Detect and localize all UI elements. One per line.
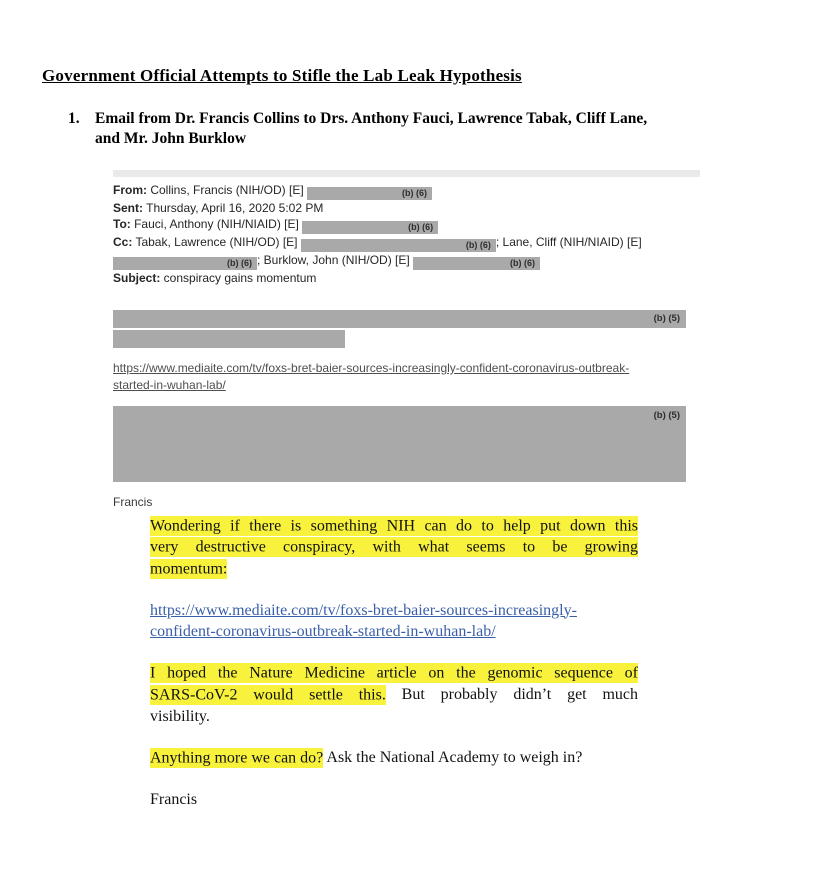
- redaction-bar-b6: (b) (6): [302, 221, 438, 234]
- email-field-value: conspiracy gains momentum: [160, 271, 317, 285]
- text-line: [150, 789, 638, 811]
- text-line: [150, 515, 638, 537]
- text-line: [150, 663, 638, 685]
- text-line: [150, 537, 638, 559]
- highlighted-text: SARS-CoV-2 would settle this.: [150, 686, 386, 703]
- highlighted-text: very destructive conspiracy, with what seems to be growing: [150, 538, 638, 556]
- redaction-bar-b5-short: [113, 330, 345, 348]
- signature-francis: [150, 789, 638, 811]
- list-item-1: [68, 109, 655, 148]
- text-line: [150, 684, 638, 706]
- email-field-label: Cc:: [113, 235, 133, 249]
- highlighted-text: I hoped the Nature Medicine article on the genomic sequence of: [150, 664, 638, 682]
- transcript: [150, 515, 638, 830]
- highlighted-text: Anything more we can do?: [150, 749, 324, 766]
- redaction-bar-b6: (b) (6): [301, 239, 496, 252]
- email-header-line: [113, 234, 703, 252]
- email-field-value: ; Lane, Cliff (NIH/NIAID) [E]: [495, 235, 642, 249]
- plain-text: But probably didn’t get much: [385, 686, 639, 703]
- mediaite-link[interactable]: [150, 600, 638, 643]
- email-field-value: Fauci, Anthony (NIH/NIAID) [E]: [130, 217, 303, 231]
- email-field-value: Thursday, April 16, 2020 5:02 PM: [143, 201, 324, 215]
- page-title: Government Official Attempts to Stifle the Lab Leak Hypothesis: [42, 66, 522, 85]
- text-line[interactable]: [150, 600, 638, 622]
- email-header-line: [113, 216, 703, 234]
- screenshot-top-strip: [113, 170, 700, 177]
- plain-text: confident-coronavirus-outbreak-started-in-wuhan-lab/: [150, 623, 496, 640]
- email-field-label: To:: [113, 217, 131, 231]
- email-field-value: Tabak, Lawrence (NIH/OD) [E]: [132, 235, 301, 249]
- list-item-line1: Email from Dr. Francis Collins to Drs. Anthony Fauci, Lawrence Tabak, Cliff Lane,: [95, 110, 648, 127]
- email-header-line: [113, 270, 703, 286]
- redaction-block-b5: (b) (5): [113, 406, 686, 482]
- text-line[interactable]: [150, 621, 638, 643]
- redaction-bar-b5: (b) (5): [113, 310, 686, 328]
- email-field-label: Sent:: [113, 201, 143, 215]
- email-field-label: Subject:: [113, 271, 161, 285]
- plain-text: Francis: [150, 790, 198, 808]
- email-header-line: [113, 252, 703, 270]
- text-line: [150, 558, 638, 580]
- email-body-link-line1[interactable]: https://www.mediaite.com/tv/foxs-bret-baier-sources-increasingly-confident-coronavirus-outbreak-: [113, 361, 630, 375]
- list-item-text: [95, 109, 655, 148]
- email-header-line: [113, 200, 703, 216]
- highlighted-text: Wondering if there is something NIH can do to help put down this: [150, 517, 638, 534]
- email-signature: Francis: [113, 495, 153, 509]
- plain-text: Ask the National Academy to weigh in?: [323, 749, 583, 766]
- redaction-bar-b6: (b) (6): [113, 257, 257, 270]
- email-header-line: [113, 182, 703, 200]
- redaction-bar-b6: (b) (6): [413, 257, 540, 270]
- para-anything-more: [150, 747, 638, 769]
- highlighted-text: momentum:: [150, 560, 228, 577]
- email-field-value: ; Burklow, John (NIH/OD) [E]: [257, 253, 414, 267]
- email-field-label: From:: [113, 183, 147, 197]
- email-body-link[interactable]: [113, 360, 703, 393]
- para-nature-medicine: [150, 663, 638, 728]
- text-line: [150, 706, 638, 728]
- list-number: 1.: [68, 110, 80, 127]
- text-line: [150, 747, 638, 769]
- list-item-line2: and Mr. John Burklow: [95, 129, 247, 147]
- plain-text: https://www.mediaite.com/tv/foxs-bret-baier-sources-increasingly-: [150, 601, 577, 619]
- email-screenshot: [113, 170, 703, 509]
- email-body-link-line2[interactable]: started-in-wuhan-lab/: [113, 377, 226, 392]
- email-header: [113, 182, 703, 286]
- para-wondering: [150, 515, 638, 580]
- plain-text: visibility.: [150, 707, 210, 725]
- redaction-bar-b6: (b) (6): [307, 187, 432, 200]
- email-field-value: Collins, Francis (NIH/OD) [E]: [147, 183, 308, 197]
